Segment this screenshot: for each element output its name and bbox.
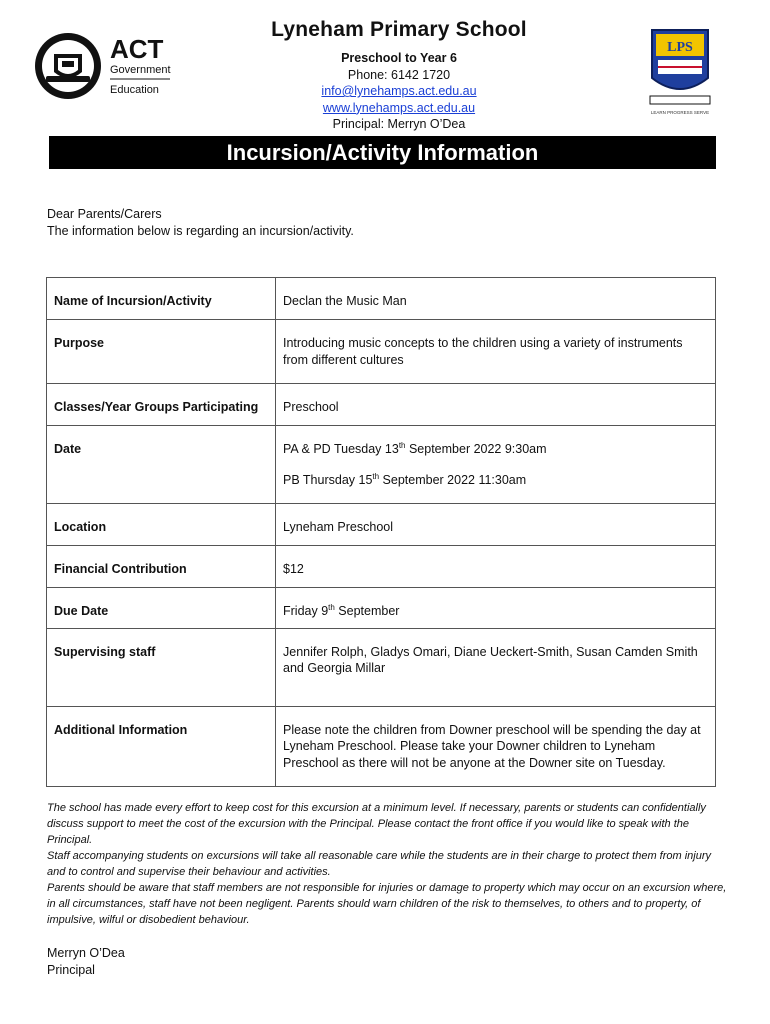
school-grades: Preschool to Year 6	[341, 51, 457, 65]
disclaimer-liability: Parents should be aware that staff members are not responsible for injuries or damage to property which may occur on an excursion where, in all circumstances, staff have not been negligent. Parents should warn children of the risk to themselves, to others and to property, of impulsive, wilful or disobedient behaviour.	[47, 882, 727, 926]
label-supervising: Supervising staff	[47, 628, 276, 706]
table-row	[47, 588, 716, 629]
table-row	[47, 628, 716, 706]
label-additional: Additional Information	[47, 706, 276, 786]
school-crest-logo	[646, 26, 714, 118]
school-website-link[interactable]: www.lynehamps.act.edu.au	[322, 100, 476, 115]
label-location: Location	[47, 504, 276, 546]
label-name: Name of Incursion/Activity	[47, 278, 276, 320]
intro-text	[47, 206, 354, 240]
table-row	[47, 278, 716, 320]
value-financial: $12	[276, 546, 716, 588]
salutation: Dear Parents/Carers	[47, 207, 162, 221]
school-contact-block	[240, 18, 558, 133]
table-row	[47, 426, 716, 504]
principal-line: Principal: Merryn O’Dea	[332, 117, 466, 131]
activity-info-table	[46, 277, 716, 787]
value-due-date: Friday 9th September	[276, 588, 716, 629]
school-email-link[interactable]: info@lynehamps.act.edu.au	[321, 84, 477, 98]
table-row	[47, 706, 716, 786]
label-financial: Financial Contribution	[47, 546, 276, 588]
label-purpose: Purpose	[47, 320, 276, 384]
signoff-name: Merryn O’Dea	[47, 946, 125, 960]
letterhead	[0, 0, 770, 132]
label-due-date: Due Date	[47, 588, 276, 629]
value-purpose: Introducing music concepts to the children using a variety of instruments from different cultures	[276, 320, 716, 384]
disclaimer-care: Staff accompanying students on excursions will take all reasonable care while the students are in their charge to protect them from injury and to control and supervise their behaviour and activities.	[47, 850, 712, 878]
table-row	[47, 320, 716, 384]
table-row	[47, 384, 716, 426]
table-row	[47, 546, 716, 588]
school-phone: Phone: 6142 1720	[347, 67, 451, 82]
crest-motto: LEARN PROGRESS SERVE	[650, 110, 710, 115]
label-date: Date	[47, 426, 276, 504]
crest-initials: LPS	[667, 40, 693, 55]
date-line-2: PB Thursday 15th September 2022 11:30am	[283, 471, 527, 487]
act-logo-government: Government	[110, 64, 171, 76]
act-logo-word: ACT	[110, 34, 164, 64]
value-date	[276, 426, 716, 504]
signoff	[47, 945, 125, 979]
disclaimer-cost: The school has made every effort to keep cost for this excursion at a minimum level. If necessary, parents or students can confidentially discuss support to meet the cost of the excursion with the Principal. Please contact the front office if you would like to speak with the Principal.	[47, 802, 706, 846]
act-government-education-logo	[34, 32, 184, 102]
intro-line: The information below is regarding an incursion/activity.	[47, 224, 354, 238]
signoff-role: Principal	[47, 963, 95, 977]
value-classes: Preschool	[276, 384, 716, 426]
act-logo-education: Education	[110, 84, 159, 96]
value-name: Declan the Music Man	[276, 278, 716, 320]
value-location: Lyneham Preschool	[276, 504, 716, 546]
school-name: Lyneham Primary School	[271, 18, 527, 41]
table-row	[47, 504, 716, 546]
page-title: Incursion/Activity Information	[49, 136, 716, 169]
value-supervising: Jennifer Rolph, Gladys Omari, Diane Ueckert-Smith, Susan Camden Smith and Georgia Millar	[276, 628, 716, 706]
disclaimer	[47, 800, 727, 928]
label-classes: Classes/Year Groups Participating	[47, 384, 276, 426]
date-line-1: PA & PD Tuesday 13th September 2022 9:30am	[283, 440, 547, 456]
value-additional: Please note the children from Downer preschool will be spending the day at Lyneham Preschool. Please take your Downer children to Lyneham Preschool as there will not be anyone at the Downer site on Tuesday.	[276, 706, 716, 786]
